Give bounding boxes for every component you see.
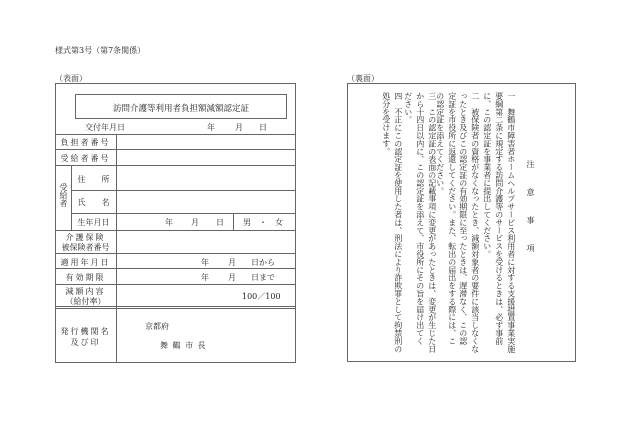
note-line: 二 被保険者の資格がなくなったとき、減額対象者の要件に該当しなくな xyxy=(470,92,480,353)
front-side-label: （表面） xyxy=(55,74,87,83)
expiry-label: 有効期限 xyxy=(65,273,106,282)
note-line: ださい。 xyxy=(403,92,413,124)
card-title: 訪問介護等利用者負担額減額認定証 xyxy=(112,104,249,114)
note-line: 処分を受けます。 xyxy=(381,92,391,156)
issuer-label-1: 発行機関名 xyxy=(60,327,111,336)
apply-day: 日から xyxy=(251,258,275,267)
note-line: 定証を市役所に返還してください。また、転出の届出をする際には、こ xyxy=(447,92,457,345)
recipient-number-label: 受給者番号 xyxy=(60,154,111,163)
reduction-label-1: 減額内容 xyxy=(65,287,106,296)
issue-day: 日 xyxy=(259,123,267,132)
reduction-value: 100／100 xyxy=(242,292,281,301)
apply-year: 年 xyxy=(201,258,209,267)
insurance-label-2: 被保険者番号 xyxy=(61,243,110,252)
form-number: 様式第3号（第7条関係） xyxy=(55,46,146,55)
back-side-label: （裏面） xyxy=(347,74,379,83)
note-line: ったとき及びこの認定証の有効期限に至ったときは、遅滞なく、この認 xyxy=(458,92,468,345)
issuer-label-2: 及び印 xyxy=(70,338,101,347)
issuer-mayor: 舞 鶴 市 長 xyxy=(160,341,207,350)
recipient-group-label: 受給者 xyxy=(59,183,68,207)
note-line: 三 この認定証の表面の記載事項に変更があったときは、変更が生じた日 xyxy=(427,92,437,353)
insurance-label-1: 介護保険 xyxy=(65,233,106,242)
expiry-day: 日まで xyxy=(251,273,275,282)
note-line: の認定証を添えてください。 xyxy=(435,92,445,195)
birth-month: 月 xyxy=(191,218,199,227)
note-line: 四 不正にこの認定証を使用した者は、刑法により詐欺罪として拘禁刑の xyxy=(393,92,403,353)
birthdate-label: 生年月日 xyxy=(77,218,110,227)
expiry-month: 月 xyxy=(228,273,236,282)
expiry-year: 年 xyxy=(201,273,209,282)
notes-title: 注 意 事 項 xyxy=(526,160,535,258)
burden-number-label: 負担者番号 xyxy=(60,138,111,147)
issue-month: 月 xyxy=(235,123,243,132)
gender-choice: 男 ・ 女 xyxy=(243,218,283,227)
apply-month: 月 xyxy=(228,258,236,267)
note-line: に、この認定証を事業者に提出してください。 xyxy=(482,92,492,258)
birth-day: 日 xyxy=(216,218,224,227)
reduction-label-2: （給付率） xyxy=(65,297,106,306)
apply-date-label: 適用年月日 xyxy=(60,258,111,267)
note-line: 一 舞鶴市障害者ホームヘルプサービス利用者に対する支援措置事業実施 xyxy=(506,92,516,353)
birth-year: 年 xyxy=(165,218,173,227)
address-label: 住 所 xyxy=(77,175,110,184)
note-line: 要綱第二条に規定する訪問介護等のサービスを受けるときは、必ず事前 xyxy=(494,92,504,345)
name-label: 氏 名 xyxy=(77,198,110,207)
issue-date-label: 交付年月日 xyxy=(85,123,125,132)
issue-year: 年 xyxy=(207,123,215,132)
note-line: から十四日以内に、この認定証を添えて、市役所にその旨を届け出てく xyxy=(415,92,425,345)
issuer-prefecture: 京都府 xyxy=(145,322,169,331)
